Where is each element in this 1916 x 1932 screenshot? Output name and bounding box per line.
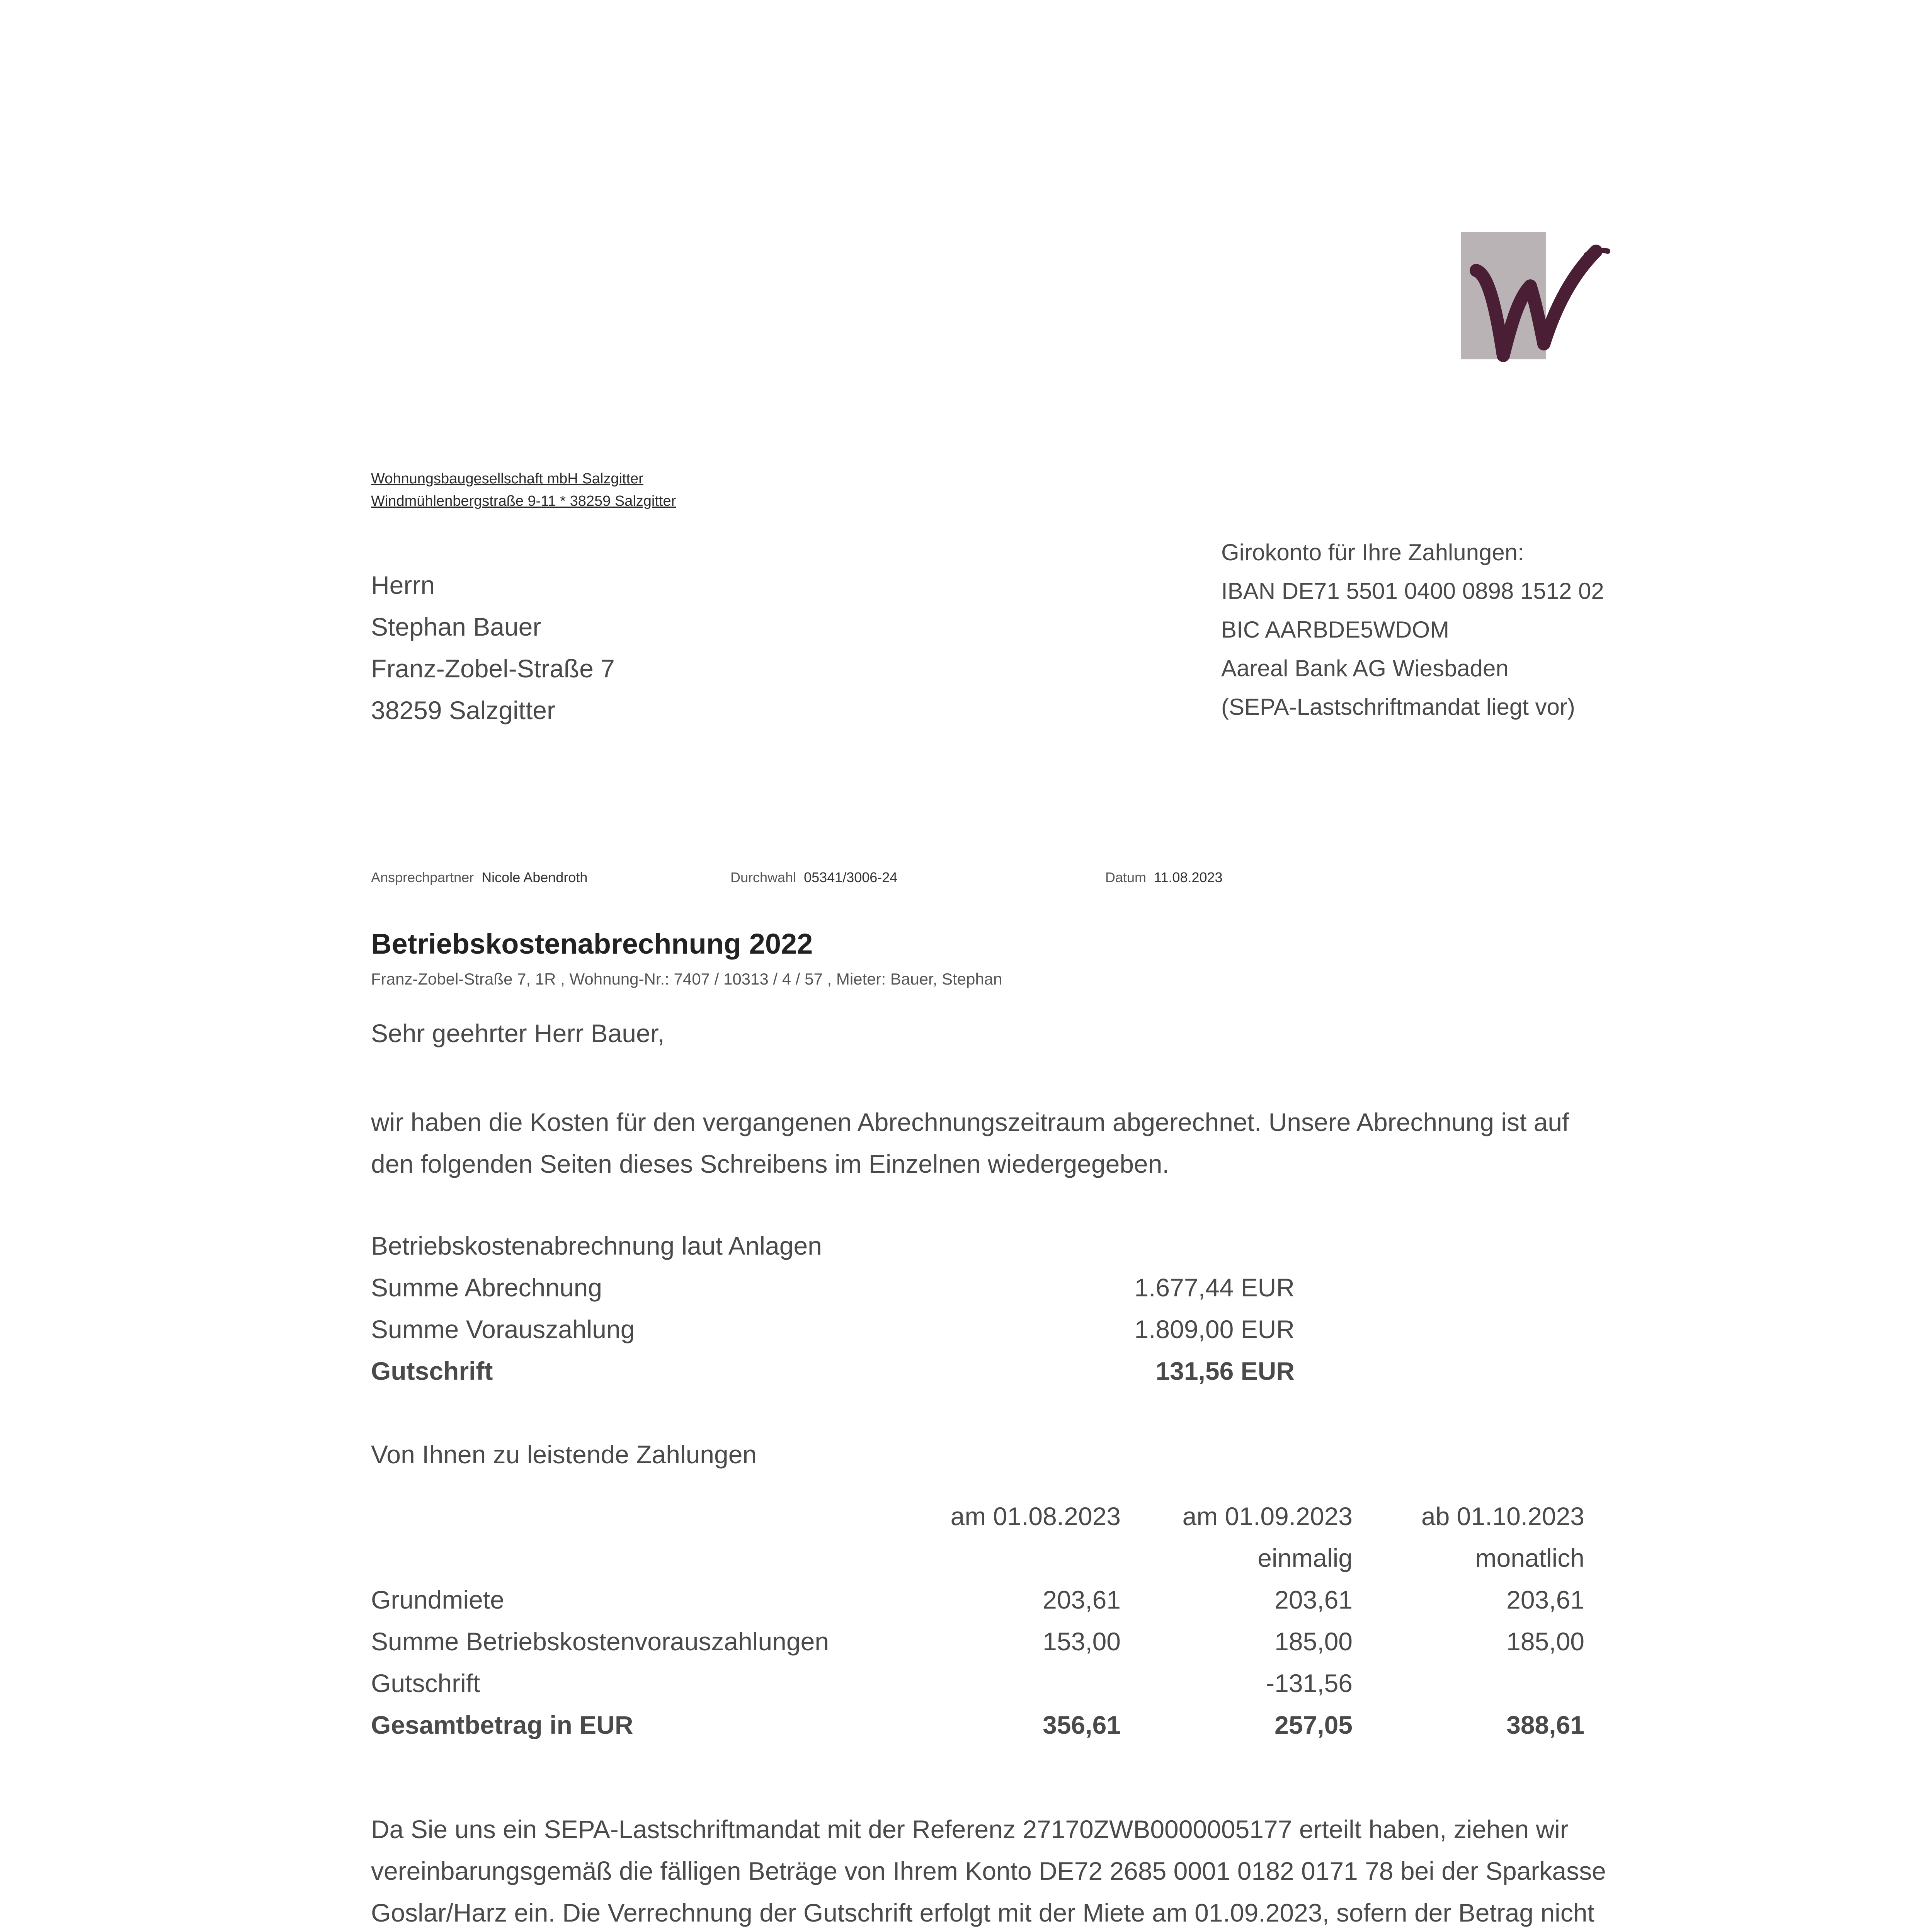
- subject-heading: Betriebskostenabrechnung 2022: [371, 928, 813, 960]
- payment-total: 388,61: [1506, 1711, 1584, 1739]
- column-note: monatlich: [1475, 1544, 1584, 1572]
- subject-details: Franz-Zobel-Straße 7, 1R , Wohnung-Nr.: 7407 / 10313 / 4 / 57 , Mieter: Bauer, Stephan: [371, 970, 1002, 988]
- payment-value: 203,61: [1043, 1585, 1121, 1614]
- recipient-line: 38259 Salzgitter: [371, 696, 555, 724]
- contact-label: Ansprechpartner: [371, 869, 474, 885]
- recipient-address: [371, 564, 615, 731]
- letter-date: [1105, 869, 1223, 886]
- contact-person: [371, 869, 587, 886]
- summary-value: 131,56 EUR: [1155, 1357, 1295, 1385]
- date-label: Datum: [1105, 869, 1147, 885]
- payment-row-label: Grundmiete: [371, 1585, 504, 1614]
- payment-row-label: Gutschrift: [371, 1669, 480, 1697]
- payment-value: 203,61: [1506, 1585, 1584, 1614]
- sender-return-address: [371, 468, 676, 512]
- phone-label: Durchwahl: [730, 869, 796, 885]
- salutation: Sehr geehrter Herr Bauer,: [371, 1019, 665, 1048]
- payment-value: 153,00: [1043, 1627, 1121, 1656]
- summary-label: Summe Vorauszahlung: [371, 1315, 635, 1344]
- phone-extension: [730, 869, 897, 886]
- column-date: am 01.08.2023: [950, 1502, 1121, 1531]
- bank-line: Girokonto für Ihre Zahlungen:: [1221, 539, 1524, 565]
- phone-value: 05341/3006-24: [804, 869, 898, 885]
- bank-line: Aareal Bank AG Wiesbaden: [1221, 655, 1509, 681]
- bank-line: BIC AARBDE5WDOM: [1221, 617, 1450, 643]
- summary-value: 1.809,00 EUR: [1134, 1315, 1295, 1344]
- column-note: einmalig: [1257, 1544, 1353, 1572]
- recipient-line: Franz-Zobel-Straße 7: [371, 654, 615, 683]
- payment-total: 257,05: [1274, 1711, 1353, 1739]
- column-date: ab 01.10.2023: [1421, 1502, 1584, 1531]
- summary-heading: Betriebskostenabrechnung laut Anlagen: [371, 1231, 822, 1260]
- company-logo-icon: [1453, 228, 1615, 375]
- recipient-line: Stephan Bauer: [371, 612, 541, 641]
- bank-line: IBAN DE71 5501 0400 0898 1512 02: [1221, 578, 1604, 604]
- intro-paragraph: wir haben die Kosten für den vergangenen Abrechnungszeitraum abgerechnet. Unsere Abrechnung ist auf den folgenden Seiten dieses Schreibens im Einzelnen wiedergegeben.: [371, 1108, 1569, 1178]
- payment-value: 203,61: [1274, 1585, 1353, 1614]
- payment-total: 356,61: [1043, 1711, 1121, 1739]
- summary-label: Summe Abrechnung: [371, 1273, 602, 1302]
- summary-value: 1.677,44 EUR: [1134, 1273, 1295, 1302]
- sender-line-1: Wohnungsbaugesellschaft mbH Salzgitter: [371, 471, 643, 487]
- payment-value: 185,00: [1274, 1627, 1353, 1656]
- body-paragraph: Da Sie uns ein SEPA-Lastschriftmandat mit der Referenz 27170ZWB0000005177 erteilt haben, ziehen wir vereinbarungsgemäß die fälligen Beträge von Ihrem Konto DE72 2685 0001 0182 0171 78 bei der Sparkasse Goslar/Harz ein. Die Verrechnung der Gutschrift erfolgt mit der Miete am 01.09.2023, sofern der Betrag nicht: [371, 1815, 1606, 1927]
- payment-row-label: Summe Betriebskostenvorauszahlungen: [371, 1627, 829, 1656]
- summary-label: Gutschrift: [371, 1357, 493, 1385]
- recipient-line: Herrn: [371, 571, 435, 599]
- date-value: 11.08.2023: [1154, 869, 1223, 885]
- bank-line: (SEPA-Lastschriftmandat liegt vor): [1221, 694, 1575, 720]
- payment-value: -131,56: [1266, 1669, 1353, 1697]
- payment-total-label: Gesamtbetrag in EUR: [371, 1711, 633, 1739]
- sender-line-2: Windmühlenbergstraße 9-11 * 38259 Salzgitter: [371, 493, 676, 509]
- payment-value: 185,00: [1506, 1627, 1584, 1656]
- bank-info: [1221, 533, 1604, 726]
- contact-value: Nicole Abendroth: [482, 869, 588, 885]
- payments-heading: Von Ihnen zu leistende Zahlungen: [371, 1440, 757, 1469]
- column-date: am 01.09.2023: [1182, 1502, 1353, 1531]
